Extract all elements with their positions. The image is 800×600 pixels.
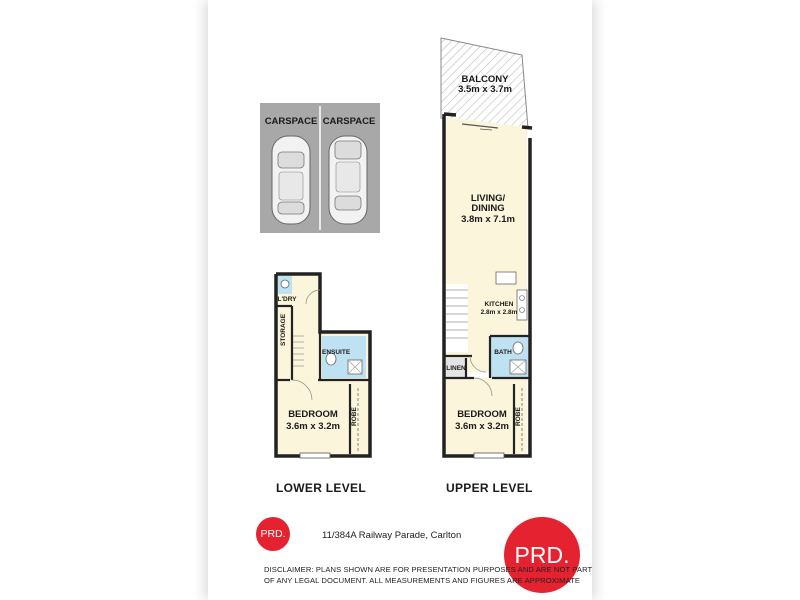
upper-kitchen-name: KITCHEN [484,301,514,308]
car-right-icon [329,136,367,224]
disclaimer-line2: OF ANY LEGAL DOCUMENT. ALL MEASUREMENTS AND FIGURES ARE APPROXIMATE [264,576,581,585]
prd-logo-large-text: PRD. [514,541,570,568]
car-left-icon [272,136,310,224]
prd-logo-small-text: PRD. [260,528,286,540]
carspace-right-label: CARSPACE [322,116,376,127]
prd-logo-small [256,517,290,551]
lower-laundry-label: L'DRY [277,296,297,303]
lower-bedroom-dimensions: 3.6m x 3.2m [286,421,340,432]
upper-living-name-line2: DINING [471,203,505,214]
lower-level-title: LOWER LEVEL [276,481,366,495]
lower-bedroom-name: BEDROOM [288,409,338,420]
upper-level-title: UPPER LEVEL [446,481,533,495]
upper-bedroom-dimensions: 3.6m x 3.2m [455,421,509,432]
lower-storage-label: STORAGE [280,313,287,346]
upper-bedroom-name: BEDROOM [457,409,507,420]
lower-ensuite-label: ENSUITE [322,349,351,356]
upper-robe-label: ROBE [515,407,522,427]
upper-balcony-dimensions: 3.5m x 3.7m [458,84,512,95]
upper-bath-label: BATH [494,349,512,356]
upper-level-plan [441,38,532,458]
upper-kitchen-dimensions: 2.8m x 2.8m [480,309,518,316]
disclaimer-line1: DISCLAIMER: PLANS SHOWN ARE FOR PRESENTATION PURPOSES AND ARE NOT PART [264,565,593,574]
property-address: 11/384A Railway Parade, Carlton [322,530,462,541]
carspace-left-label: CARSPACE [264,116,318,127]
upper-linen-label: LINEN [446,365,466,372]
upper-living-dimensions: 3.8m x 7.1m [461,214,515,225]
upper-balcony-name: BALCONY [461,74,509,85]
lower-robe-label: ROBE [351,407,358,427]
upper-living-name-line1: LIVING/ [470,193,506,204]
